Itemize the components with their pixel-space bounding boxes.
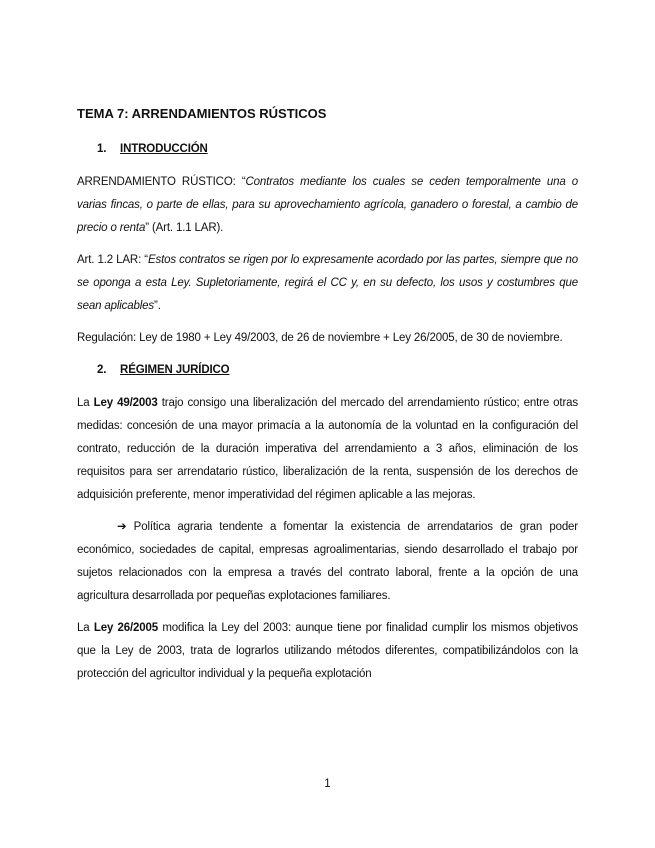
page-number: 1 [324, 778, 331, 790]
paragraph-art-1-2 [77, 249, 578, 318]
paragraph-politica-agraria [77, 516, 578, 608]
section-title: RÉGIMEN JURÍDICO [120, 364, 230, 376]
quote-close: ”. [154, 300, 161, 312]
arrow-icon: ➔ [117, 521, 127, 533]
section-title: INTRODUCCIÓN [120, 143, 208, 155]
paragraph-lead: La [77, 397, 94, 409]
paragraph-body: Política agraria tendente a fomentar la existencia de arrendatarios de gran poder económico, sociedades de capital, empresas agroalimentarias, siendo desarrollado el trabajo por sujetos relacionados con la empresa a través del contrato laboral, frente a la opción de una agricultura desarrollada por pequeñas explotaciones familiares. [77, 521, 578, 602]
section-heading-introduccion [97, 138, 578, 161]
page-content [77, 100, 578, 695]
paragraph-lead: Art. 1.2 LAR: “ [77, 254, 148, 266]
section-heading-regimen-juridico [97, 359, 578, 382]
quote-text: Contratos mediante los cuales se ceden temporalmente una o varias fincas, o parte de ellas, para su aprovechamiento agrícola, ganadero o forestal, a cambio de precio o renta [77, 176, 578, 234]
citation: ” (Art. 1.1 LAR). [145, 222, 224, 234]
paragraph-ley-26-2005 [77, 617, 578, 686]
section-number: 1. [97, 143, 107, 155]
quote-text: Estos contratos se rigen por lo expresamente acordado por las partes, siempre que no se oponga a esta Ley. Supletoriamente, regirá el CC y, en su defecto, los usos y costumbres que sean aplicables [77, 254, 578, 312]
paragraph-body: trajo consigo una liberalización del mercado del arrendamiento rústico; entre otras medidas: concesión de una mayor primacía a la autonomía de la voluntad en la configuración del contrato, reducción de la duración imperativa del arrendamiento a 3 años, eliminación de los requisitos para ser arrendatario rústico, liberalización de la renta, suspensión de los derechos de adquisición preferente, menor imperatividad del régimen aplicable a las mejoras. [77, 397, 578, 501]
section-number: 2. [97, 364, 107, 376]
paragraph-lead: La [77, 622, 94, 634]
paragraph-regulacion: Regulación: Ley de 1980 + Ley 49/2003, de 26 de noviembre + Ley 26/2005, de 30 de noviembre. [77, 332, 563, 344]
paragraph-body: modifica la Ley del 2003: aunque tiene por finalidad cumplir los mismos objetivos que la Ley de 2003, trata de lograrlos utilizando métodos diferentes, compatibilizándolos con la protección del agricultor individual y la pequeña explotación [77, 622, 578, 680]
paragraph-ley-49-2003 [77, 392, 578, 507]
paragraph-lead: ARRENDAMIENTO RÚSTICO: “ [77, 176, 246, 188]
law-reference: Ley 26/2005 [93, 622, 159, 634]
paragraph-definicion [77, 171, 578, 240]
document-title: TEMA 7: ARRENDAMIENTOS RÚSTICOS [77, 106, 327, 121]
law-reference: Ley 49/2003 [93, 397, 158, 409]
